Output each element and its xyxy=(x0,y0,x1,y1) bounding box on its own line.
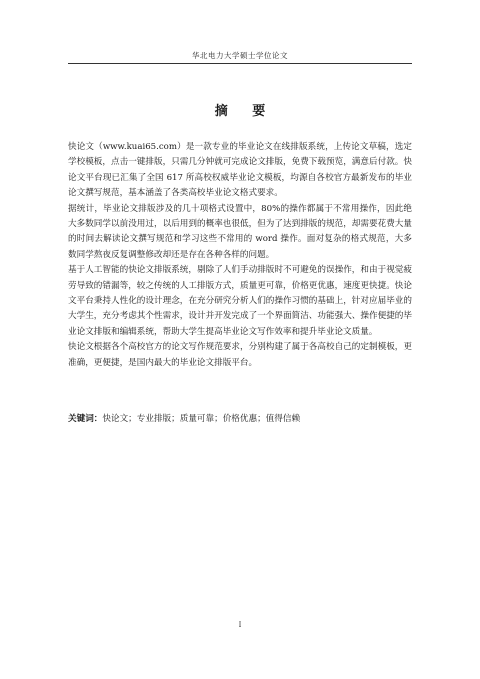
keywords-value: 快论文；专业排版；质量可靠；价格优惠；值得信赖 xyxy=(102,414,301,424)
keywords-label: 关键词： xyxy=(68,414,103,424)
running-header: 华北电力大学硕士学位论文 xyxy=(192,51,288,60)
abstract-body xyxy=(68,140,412,371)
abstract-paragraph: 基于人工智能的快论文排版系统，剔除了人们手动排版时不可避免的误操作，和由于视觉疲劳导致的错漏等，较之传统的人工排版方式，质量更可靠，价格更优惠，速度更快捷。快论文平台秉持人性化的设计理念，在充分研究分析人们的操作习惯的基础上，针对应届毕业的大学生，充分考虑其个性需求，设计并开发完成了一个界面简洁、功能强大、操作便捷的毕业论文排版和编辑系统，帮助大学生提高毕业论文写作效率和提升毕业论文质量。 xyxy=(68,265,412,337)
page-number: I xyxy=(238,621,242,629)
abstract-paragraph: 据统计，毕业论文排版涉及的几十项格式设置中，80%的操作都属于不常用操作，因此绝大多数同学以前没用过，以后用到的概率也很低，但为了达到排版的规范，却需要花费大量的时间去解读论文撰写规范和学习这些不常用的 word 操作。面对复杂的格式规范，大多数同学熬夜反复调整修改却还是存在各种各样的问题。 xyxy=(68,203,412,260)
abstract-paragraph: 快论文（www.kuai65.com）是一款专业的毕业论文在线排版系统，上传论文草稿，选定学校模板，点击一键排版，只需几分钟就可完成论文排版，免费下载预览，满意后付款。快论文平台现已汇集了全国 617 所高校权威毕业论文模板，均源自各校官方最新发布的毕业论文撰写规范，基本涵盖了各类高校毕业论文格式要求。 xyxy=(68,142,412,199)
keywords-line xyxy=(68,412,412,427)
header-rule xyxy=(68,63,412,64)
abstract-paragraph: 快论文根据各个高校官方的论文写作规范要求，分别构建了属于各高校自己的定制模板，更准确，更便捷，是国内最大的毕业论文排版平台。 xyxy=(68,342,412,368)
abstract-title: 摘 要 xyxy=(214,104,276,119)
